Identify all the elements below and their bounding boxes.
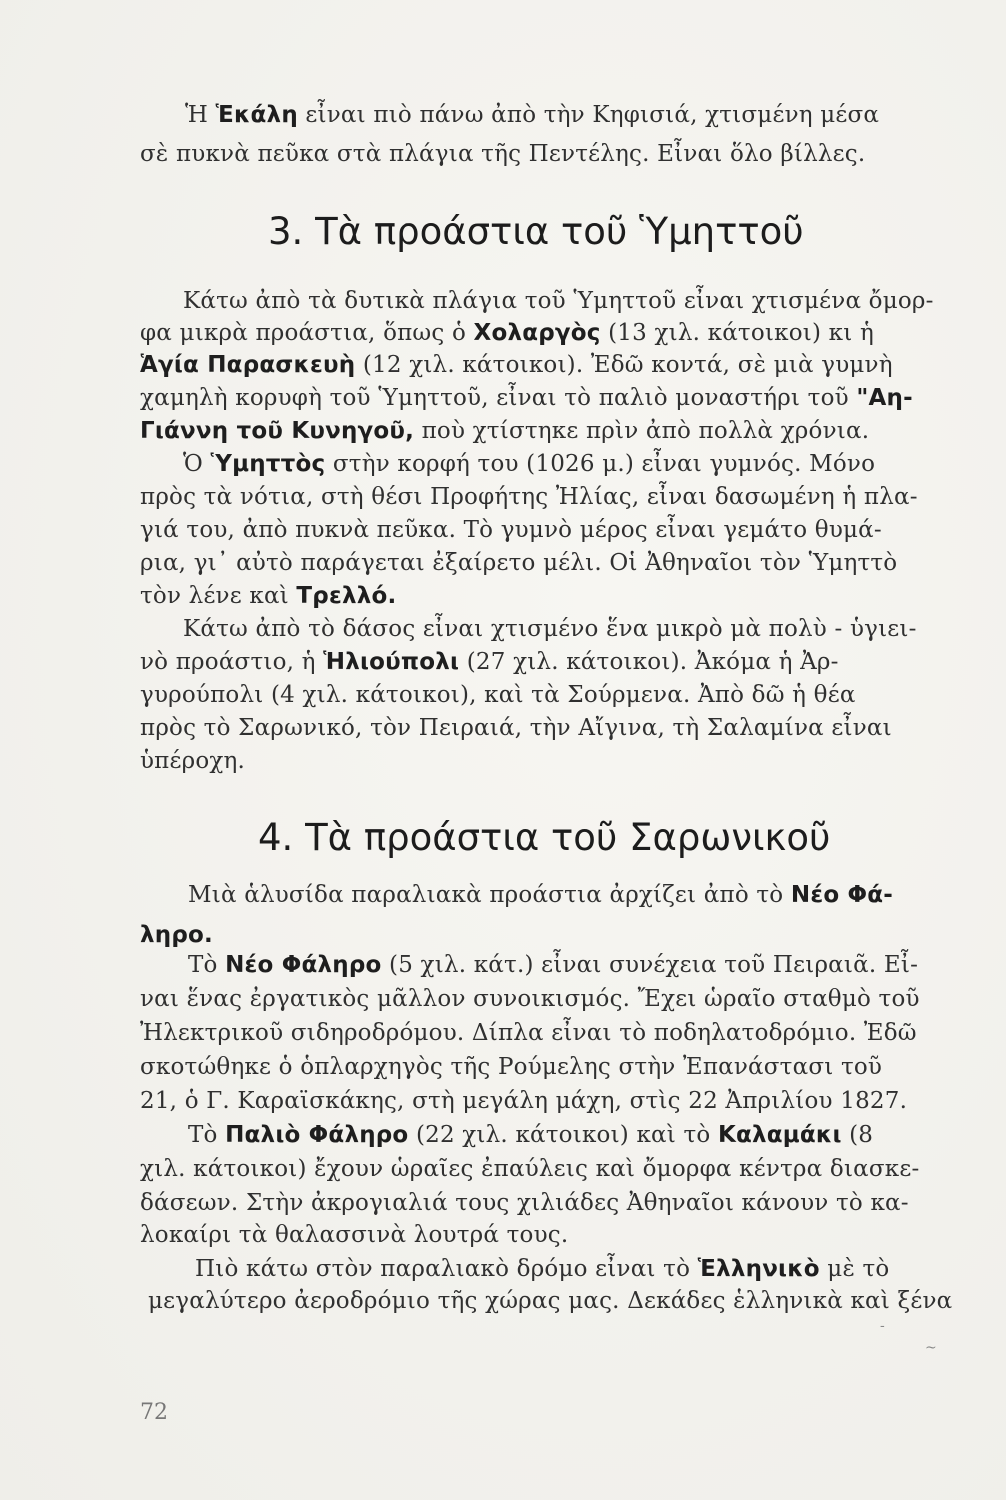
place-name-elliniko: Ἑλληνικὸ: [697, 1256, 820, 1282]
s4-line-10: δάσεων. Στὴν ἀκρογιαλιά τους χιλιάδες Ἀθηναῖοι κάνουν τὸ κα-: [140, 1190, 909, 1216]
place-name-agiannis-kynigou: Γιάννη τοῦ Κυνηγοῦ,: [140, 418, 415, 444]
s4-line-2: ληρο.: [140, 922, 213, 948]
s3-line-13: γυρούπολι (4 χιλ. κάτοικοι), καὶ τὰ Σούρμενα. Ἀπὸ δῶ ἡ θέα: [140, 682, 856, 708]
place-name-agia-paraskevi: Ἁγία Παρασκευὴ: [140, 352, 356, 378]
print-speck: ~: [925, 1340, 937, 1356]
s3-line-5: Γιάννη τοῦ Κυνηγοῦ, ποὺ χτίστηκε πρὶν ἀπὸ πολλὰ χρόνια.: [140, 418, 870, 444]
s4-line-6: σκοτώθηκε ὁ ὁπλαρχηγὸς τῆς Ρούμελης στὴν Ἐπανάστασι τοῦ: [140, 1054, 883, 1080]
s3-line-11: Κάτω ἀπὸ τὸ δάσος εἶναι χτισμένο ἕνα μικρὸ μὰ πολὺ - ὑγιει-: [183, 616, 917, 642]
s4-line-3: Τὸ Νέο Φάληρο (5 χιλ. κάτ.) εἶναι συνέχεια τοῦ Πειραιᾶ. Εἶ-: [188, 952, 919, 978]
s4-line-11: λοκαίρι τὰ θαλασσινὰ λουτρά τους.: [140, 1222, 569, 1248]
s4-line-5: Ἠλεκτρικοῦ σιδηροδρόμου. Δίπλα εἶναι τὸ ποδηλατοδρόμιο. Ἐδῶ: [140, 1020, 917, 1046]
place-name-neo-faliro: Νέο Φά-: [790, 882, 894, 908]
nickname-trello: Τρελλό.: [296, 583, 397, 609]
page-number: 72: [140, 1400, 168, 1425]
s4-line-1: Μιὰ ἁλυσίδα παραλιακὰ προάστια ἀρχίζει ἀπὸ τὸ Νέο Φά-: [188, 882, 894, 908]
s3-line-10: τὸν λένε καὶ Τρελλό.: [140, 583, 397, 609]
s4-line-4: ναι ἕνας ἐργατικὸς μᾶλλον συνοικισμός. Ἔχει ὡραῖο σταθμὸ τοῦ: [140, 986, 920, 1012]
s3-line-9: ρια, γι᾿ αὐτὸ παράγεται ἐξαίρετο μέλι. Οἱ Ἀθηναῖοι τὸν Ὑμηττὸ: [140, 550, 898, 576]
print-speck: -: [880, 1318, 885, 1334]
s3-line-15: ὑπέροχη.: [140, 748, 246, 774]
s3-line-3: Ἁγία Παρασκευὴ (12 χιλ. κάτοικοι). Ἐδῶ κοντά, σὲ μιὰ γυμνὴ: [140, 352, 893, 378]
s4-line-8: Τὸ Παλιὸ Φάληρο (22 χιλ. κάτοικοι) καὶ τὸ Καλαμάκι (8: [188, 1122, 874, 1148]
section-4-heading: 4. Τὰ προάστια τοῦ Σαρωνικοῦ: [258, 816, 831, 859]
intro-line-2: σὲ πυκνὰ πεῦκα στὰ πλάγια τῆς Πεντέλης. Εἶναι ὅλο βίλλες.: [140, 141, 866, 167]
s3-line-12: νὸ προάστιο, ἡ Ἡλιούπολι (27 χιλ. κάτοικοι). Ἀκόμα ἡ Ἀρ-: [140, 649, 839, 675]
place-name-ymittos: Ὑμηττὸς: [210, 451, 326, 477]
s3-line-1: Κάτω ἀπὸ τὰ δυτικὰ πλάγια τοῦ Ὑμηττοῦ εἶναι χτισμένα ὄμορ-: [183, 288, 934, 314]
s4-line-13: μεγαλύτερο ἀεροδρόμιο τῆς χώρας μας. Δεκάδες ἑλληνικὰ καὶ ξένα: [148, 1288, 953, 1314]
s3-line-8: γιά του, ἀπὸ πυκνὰ πεῦκα. Τὸ γυμνὸ μέρος εἶναι γεμάτο θυμά-: [140, 517, 882, 543]
place-name-neo-faliro-2: Νέο Φάληρο: [225, 952, 382, 978]
s3-line-7: πρὸς τὰ νότια, στὴ θέσι Προφήτης Ἠλίας, εἶναι δασωμένη ἡ πλα-: [140, 484, 918, 510]
section-3-heading: 3. Τὰ προάστια τοῦ Ὑμηττοῦ: [268, 210, 804, 253]
place-name-cholargos: Χολαργὸς: [473, 320, 601, 346]
s3-line-14: πρὸς τὸ Σαρωνικό, τὸν Πειραιά, τὴν Αἴγινα, τὴ Σαλαμίνα εἶναι: [140, 715, 892, 741]
s3-line-2: φα μικρὰ προάστια, ὅπως ὁ Χολαργὸς (13 χιλ. κάτοικοι) κι ἡ: [140, 320, 874, 346]
place-name-palio-faliro: Παλιὸ Φάληρο: [225, 1122, 409, 1148]
s4-line-7: 21, ὁ Γ. Καραϊσκάκης, στὴ μεγάλη μάχη, στὶς 22 Ἀπριλίου 1827.: [140, 1088, 908, 1114]
place-name-ilioupoli: Ἡλιούπολι: [323, 649, 460, 675]
place-name-kalamaki: Καλαμάκι: [718, 1122, 842, 1148]
place-name-ekali: Ἑκάλη: [215, 102, 298, 128]
s3-line-4: χαμηλὴ κορυφὴ τοῦ Ὑμηττοῦ, εἶναι τὸ παλιὸ μοναστήρι τοῦ "Αη-: [140, 385, 913, 411]
s3-line-6: Ὁ Ὑμηττὸς στὴν κορφή του (1026 μ.) εἶναι γυμνός. Μόνο: [183, 451, 876, 477]
s4-line-12: Πιὸ κάτω στὸν παραλιακὸ δρόμο εἶναι τὸ Ἑλληνικὸ μὲ τὸ: [195, 1256, 890, 1282]
s4-line-9: χιλ. κάτοικοι) ἔχουν ὡραῖες ἐπαύλεις καὶ ὄμορφα κέντρα διασκε-: [140, 1156, 920, 1182]
intro-line-1: Ἡ Ἑκάλη εἶναι πιὸ πάνω ἀπὸ τὴν Κηφισιά, χτισμένη μέσα: [185, 102, 880, 128]
